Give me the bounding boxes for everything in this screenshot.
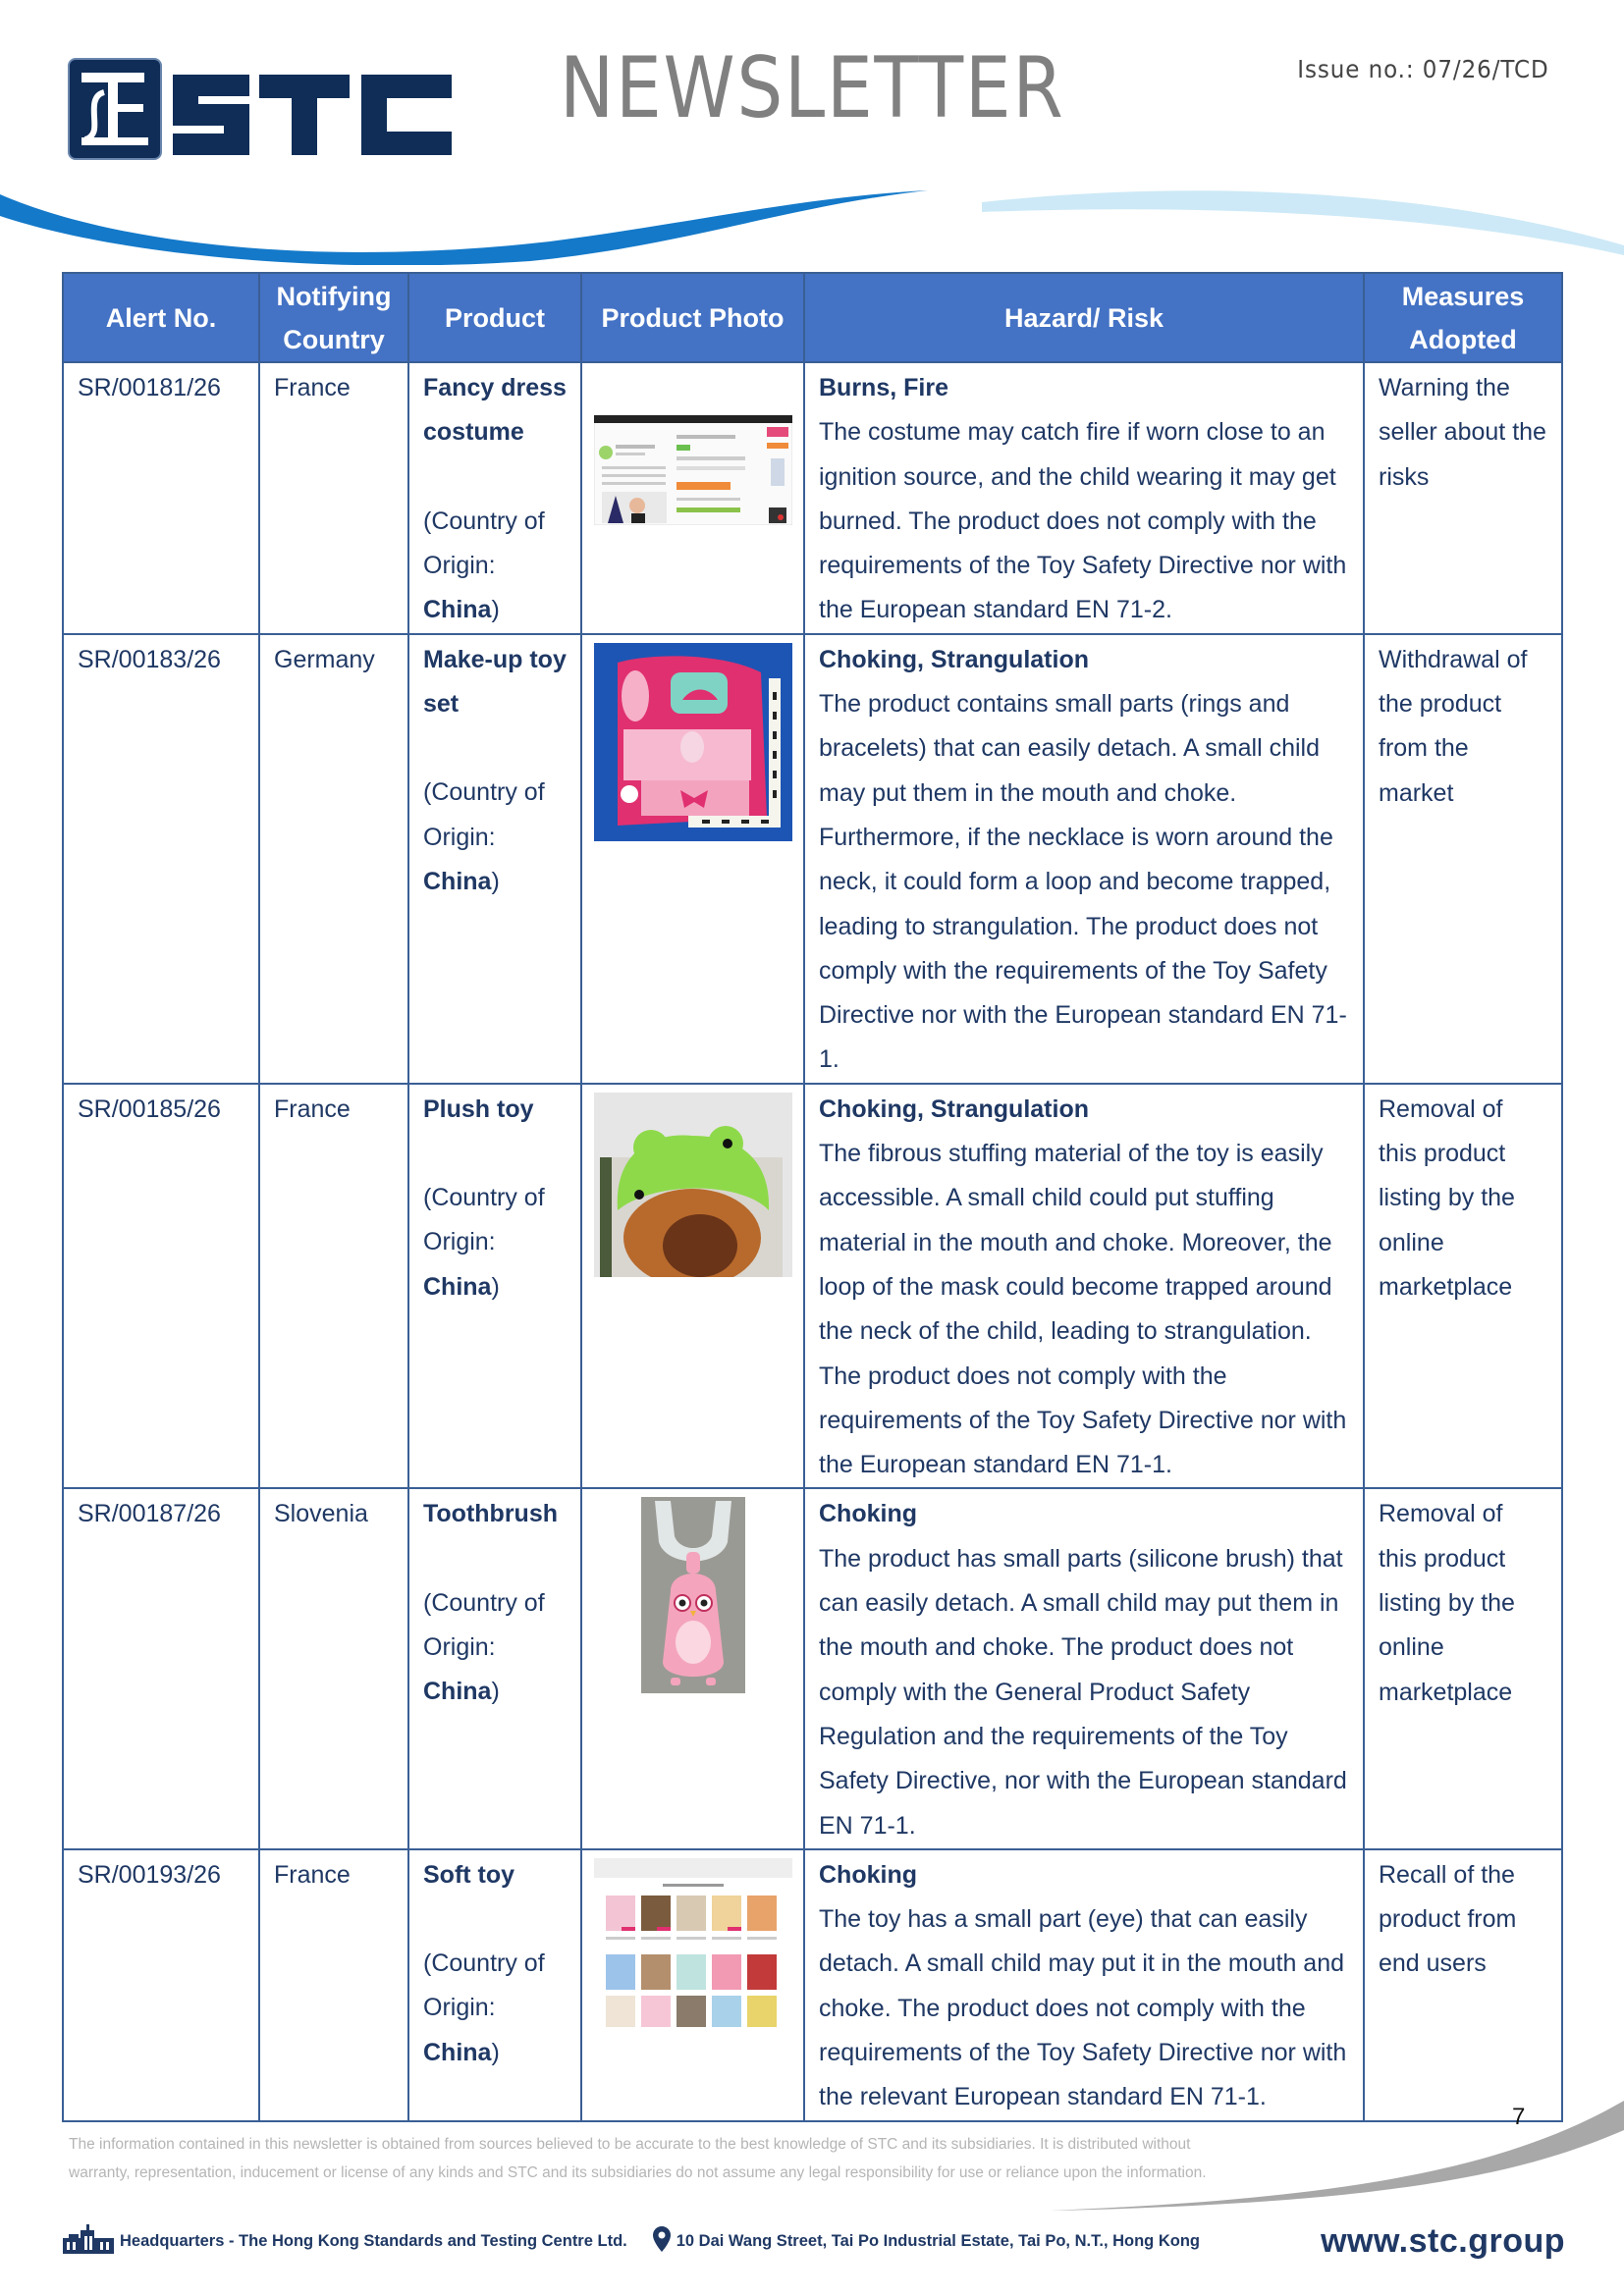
building-icon (63, 2224, 114, 2259)
product-cell: Make-up toy set (Country of Origin: China) (408, 634, 581, 1084)
product-photo-cell (581, 1084, 804, 1489)
origin-country: China (423, 867, 492, 895)
hazard-description: The product has small parts (silicone brush) that can easily detach. A small child may put them in the mouth and choke. The product does not comply with the General Product Safety Regulation and the requirements of the Toy Safety Directive, nor with the European standard EN 71-1. (819, 1544, 1347, 1840)
col-header-notifying-country: Notifying Country (259, 273, 408, 362)
product-name: Toothbrush (423, 1500, 558, 1528)
origin-label-2: Origin: (423, 1228, 496, 1256)
costume-listing-screenshot (594, 415, 792, 525)
product-cell: Toothbrush (Country of Origin: China) (408, 1488, 581, 1848)
website-link[interactable]: www.stc.group (1321, 2221, 1565, 2260)
map-pin-icon (653, 2226, 671, 2257)
makeup-set-photo (594, 643, 792, 841)
hazard-description: The product contains small parts (rings and bracelets) that can easily detach. A small child may put them in the mouth and choke. Furthermore, if the necklace is worn around the neck, it could form a loop and become trapped, leading to strangulation. The product does not comply with the requirements of the Toy Safety Directive nor with the European standard EN 71-1. (819, 690, 1347, 1074)
notifying-country: Slovenia (259, 1488, 408, 1848)
product-photo-cell (581, 1849, 804, 2121)
hazard-cell (804, 362, 1364, 634)
origin-label: (Country of (423, 1588, 545, 1617)
origin-label-2: Origin: (423, 551, 496, 579)
product-photo-cell (581, 634, 804, 1084)
product-name: Make-up toy (423, 645, 567, 673)
table-row (63, 1849, 1562, 2121)
disclaimer-line-1: The information contained in this newsletter is obtained from sources believed to be accurate to the best knowledge of STC and its subsidiaries. It is distributed without (69, 2136, 1191, 2153)
address-text: 10 Dai Wang Street, Tai Po Industrial Estate, Tai Po, N.T., Hong Kong (676, 2231, 1200, 2250)
notifying-country: France (259, 362, 408, 634)
table-header-row (63, 273, 1562, 362)
product-name-cont: costume (423, 418, 524, 447)
measures-adopted: Removal of this product listing by the online marketplace (1364, 1084, 1562, 1489)
origin-country: China (423, 1678, 492, 1706)
origin-label: (Country of (423, 1949, 545, 1978)
alert-no: SR/00187/26 (63, 1488, 259, 1848)
col-header-product-photo: Product Photo (581, 273, 804, 362)
origin-label-2: Origin: (423, 1633, 496, 1662)
origin-country: China (423, 2038, 492, 2066)
hazard-cell (804, 1849, 1364, 2121)
origin-country: China (423, 596, 492, 624)
col-header-measures-adopted: Measures Adopted (1364, 273, 1562, 362)
notifying-country: Germany (259, 634, 408, 1084)
header-wave-decoration (0, 177, 1624, 265)
origin-label-2: Origin: (423, 823, 496, 851)
soft-toy-listing-screenshot (594, 1858, 792, 2031)
alert-no: SR/00181/26 (63, 362, 259, 634)
alert-no: SR/00183/26 (63, 634, 259, 1084)
origin-label: (Country of (423, 1184, 545, 1212)
toothbrush-photo (641, 1497, 745, 1693)
issue-number: Issue no.: 07/26/TCD (1297, 55, 1549, 83)
notifying-country: France (259, 1084, 408, 1489)
product-name: Plush toy (423, 1095, 534, 1123)
alert-no: SR/00185/26 (63, 1084, 259, 1489)
product-photo-cell (581, 362, 804, 634)
hazard-title: Burns, Fire (819, 374, 948, 401)
col-header-product: Product (408, 273, 581, 362)
hazard-title: Choking, Strangulation (819, 1095, 1089, 1123)
table-row (63, 1084, 1562, 1489)
product-cell: Fancy dress costume (Country of Origin: China) (408, 362, 581, 634)
product-name: Fancy dress (423, 374, 567, 401)
table-row (63, 1488, 1562, 1848)
product-photo-cell (581, 1488, 804, 1848)
col-header-hazard-risk: Hazard/ Risk (804, 273, 1364, 362)
hazard-cell (804, 1488, 1364, 1848)
hazard-title: Choking (819, 1860, 917, 1889)
col-header-alert-no: Alert No. (63, 273, 259, 362)
stc-logo (67, 57, 460, 163)
headquarters-text: Headquarters - The Hong Kong Standards and Testing Centre Ltd. (120, 2231, 627, 2250)
hazard-description: The fibrous stuffing material of the toy is easily accessible. A small child could put stuffing material in the mouth and choke. Moreover, the loop of the mask could become trapped around the neck of the child, leading to strangulation. The product does not comply with the requirements of the Toy Safety Directive nor with the European standard EN 71-1. (819, 1140, 1347, 1479)
product-cell: Soft toy (Country of Origin: China) (408, 1849, 581, 2121)
footer (63, 2221, 1565, 2261)
page-number: 7 (1512, 2104, 1526, 2130)
newsletter-title: NEWSLETTER (560, 39, 1065, 137)
table-row (63, 362, 1562, 634)
hazard-title: Choking (819, 1500, 917, 1528)
measures-adopted: Recall of the product from end users (1364, 1849, 1562, 2121)
origin-label: (Country of (423, 778, 545, 807)
plush-toy-photo (594, 1093, 792, 1277)
table-row (63, 634, 1562, 1084)
safety-alerts-table (62, 272, 1563, 2122)
origin-label: (Country of (423, 507, 545, 535)
product-name-cont: set (423, 690, 460, 719)
measures-adopted: Removal of this product listing by the online marketplace (1364, 1488, 1562, 1848)
hazard-cell (804, 1084, 1364, 1489)
measures-adopted: Withdrawal of the product from the market (1364, 634, 1562, 1084)
product-cell: Plush toy (Country of Origin: China) (408, 1084, 581, 1489)
product-name: Soft toy (423, 1860, 515, 1889)
hazard-description: The costume may catch fire if worn close to an ignition source, and the child wearing it may get burned. The product does not comply with the requirements of the Toy Safety Directive nor with the European standard EN 71-2. (819, 418, 1347, 624)
disclaimer-line-2: warranty, representation, inducement or license of any kinds and STC and its subsidiaries do not assume any legal responsibility for use or reliance upon the information. (69, 2164, 1207, 2181)
origin-label-2: Origin: (423, 1994, 496, 2022)
hazard-cell (804, 634, 1364, 1084)
disclaimer (69, 2130, 1345, 2187)
hazard-description: The toy has a small part (eye) that can easily detach. A small child may put it in the mouth and choke. The product does not comply with the requirements of the Toy Safety Directive nor with the relevant European standard EN 71-1. (819, 1905, 1347, 2111)
alert-no: SR/00193/26 (63, 1849, 259, 2121)
measures-adopted: Warning the seller about the risks (1364, 362, 1562, 634)
origin-country: China (423, 1272, 492, 1301)
notifying-country: France (259, 1849, 408, 2121)
hazard-title: Choking, Strangulation (819, 645, 1089, 673)
